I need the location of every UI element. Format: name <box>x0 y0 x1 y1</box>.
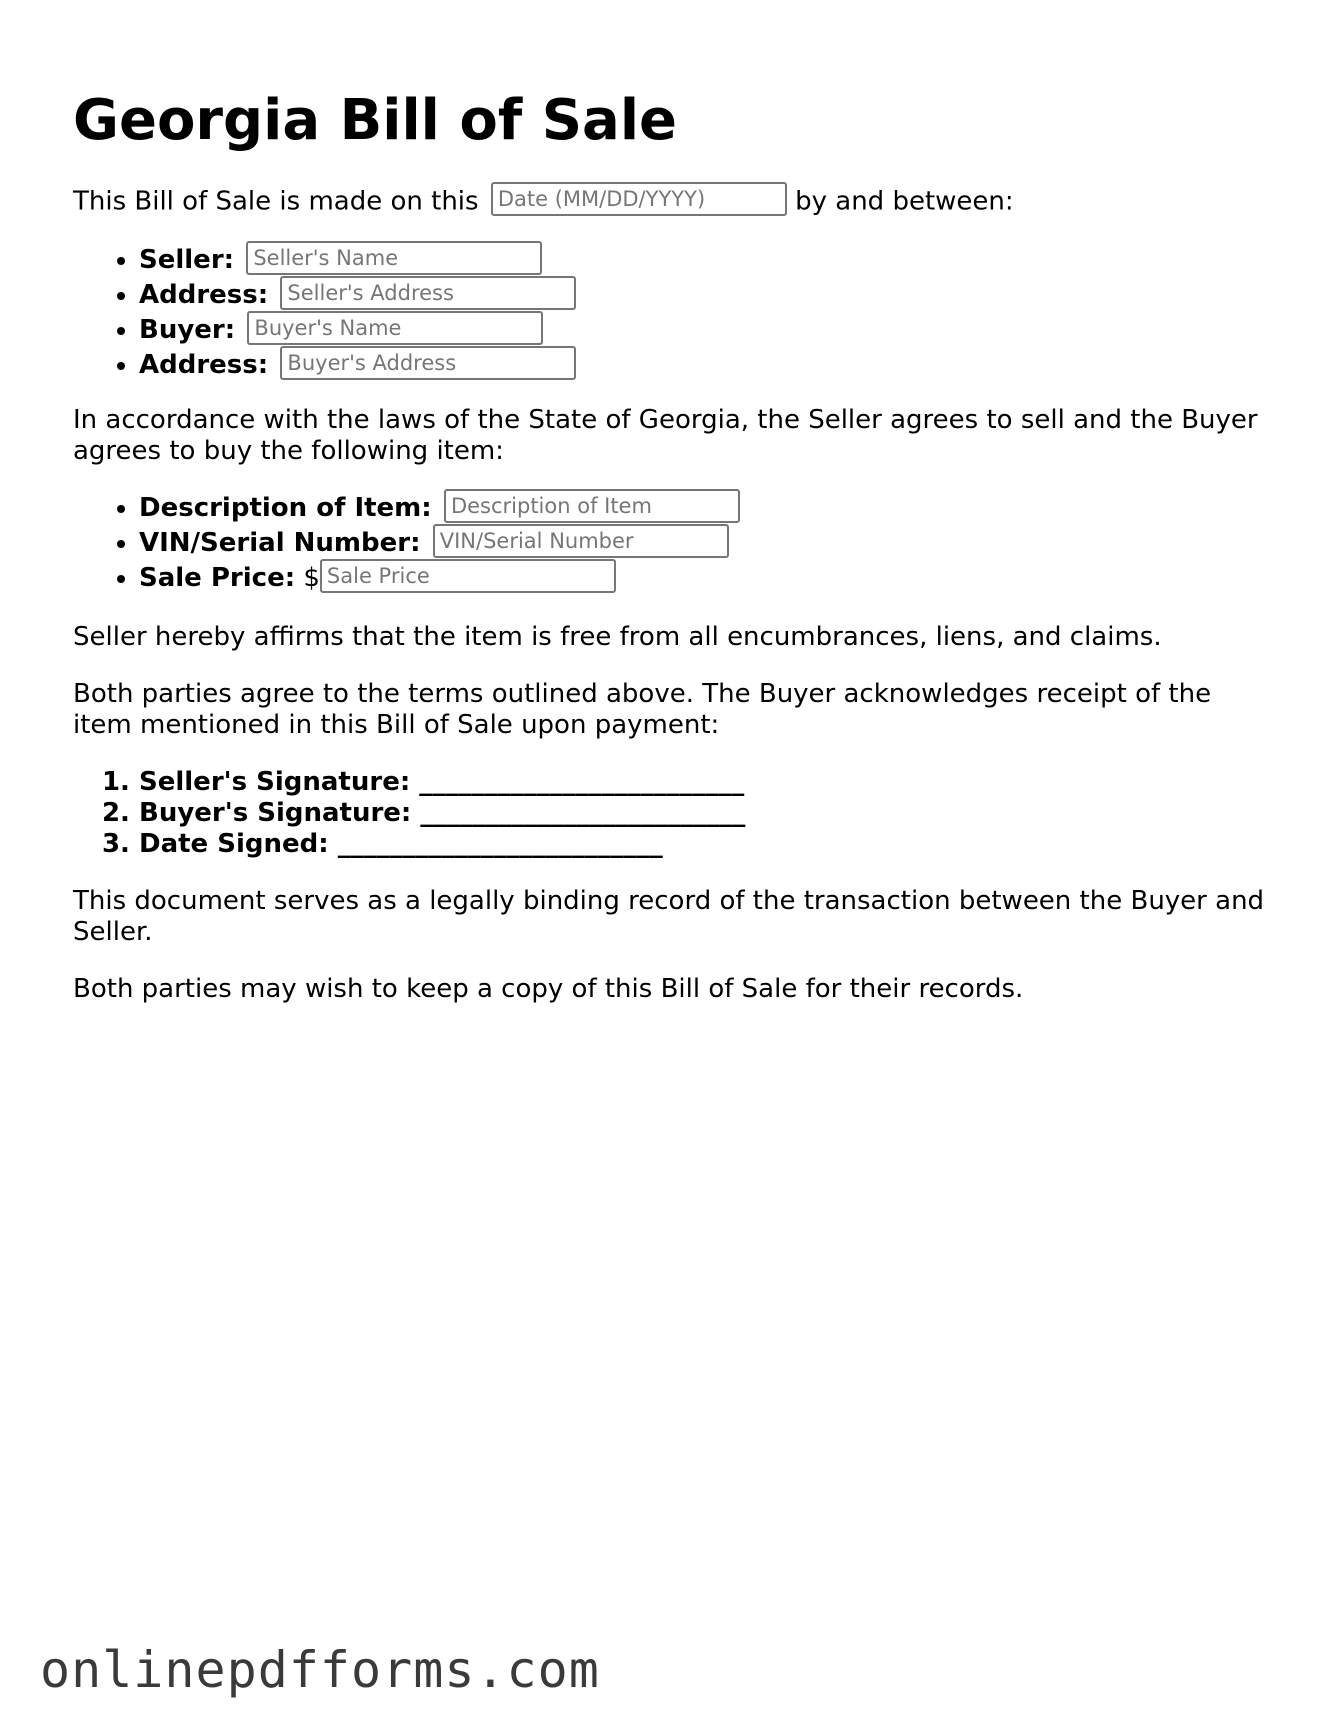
vin-serial-input[interactable] <box>433 524 729 558</box>
buyer-signature-label: Buyer's Signature: <box>139 798 412 828</box>
list-item <box>139 829 1273 860</box>
affirmation-paragraph: Seller hereby affirms that the item is free from all encumbrances, liens, and claims. <box>73 622 1162 652</box>
bill-of-sale-form <box>73 88 1273 1005</box>
buyer-address-input[interactable] <box>280 346 576 380</box>
intro-text-after: by and between: <box>795 186 1014 217</box>
seller-name-input[interactable] <box>246 241 542 275</box>
accordance-paragraph: In accordance with the laws of the State of Georgia, the Seller agrees to sell and the Buyer agrees to buy the following item: <box>73 405 1258 466</box>
list-item <box>139 278 1273 313</box>
signatures-list <box>73 767 1273 860</box>
sale-price-input[interactable] <box>320 559 616 593</box>
buyer-address-label: Address: <box>139 350 269 380</box>
list-item <box>139 798 1273 829</box>
sale-price-label: Sale Price: <box>139 563 296 593</box>
date-signed-label: Date Signed: <box>139 829 329 859</box>
copy-note-paragraph: Both parties may wish to keep a copy of this Bill of Sale for their records. <box>73 974 1024 1004</box>
list-item <box>139 348 1273 383</box>
buyer-name-input[interactable] <box>247 311 543 345</box>
vin-serial-label: VIN/Serial Number: <box>139 528 421 558</box>
buyer-signature-line: _________________________ <box>420 798 746 828</box>
binding-note-paragraph: This document serves as a legally binding record of the transaction between the Buyer and Seller. <box>73 886 1265 947</box>
list-item <box>139 767 1273 798</box>
page-title: Georgia Bill of Sale <box>73 88 677 153</box>
description-input[interactable] <box>444 489 740 523</box>
list-item <box>139 313 1273 348</box>
parties-list <box>73 243 1273 383</box>
watermark: onlinepdfforms.com <box>40 1641 600 1699</box>
date-signed-line: _________________________ <box>337 829 663 859</box>
seller-signature-label: Seller's Signature: <box>139 767 411 797</box>
intro-line <box>73 185 1273 219</box>
seller-signature-line: _________________________ <box>419 767 745 797</box>
items-list <box>73 491 1273 596</box>
list-item <box>139 491 1273 526</box>
seller-address-label: Address: <box>139 280 269 310</box>
intro-text-before: This Bill of Sale is made on this <box>73 186 479 217</box>
description-label: Description of Item: <box>139 493 432 523</box>
list-item <box>139 561 1273 596</box>
list-item <box>139 526 1273 561</box>
seller-label: Seller: <box>139 245 235 275</box>
agreement-paragraph: Both parties agree to the terms outlined above. The Buyer acknowledges receipt of the item mentioned in this Bill of Sale upon payment: <box>73 679 1212 740</box>
list-item <box>139 243 1273 278</box>
date-input[interactable] <box>491 182 787 216</box>
currency-symbol: $ <box>303 563 320 593</box>
seller-address-input[interactable] <box>280 276 576 310</box>
buyer-label: Buyer: <box>139 315 236 345</box>
